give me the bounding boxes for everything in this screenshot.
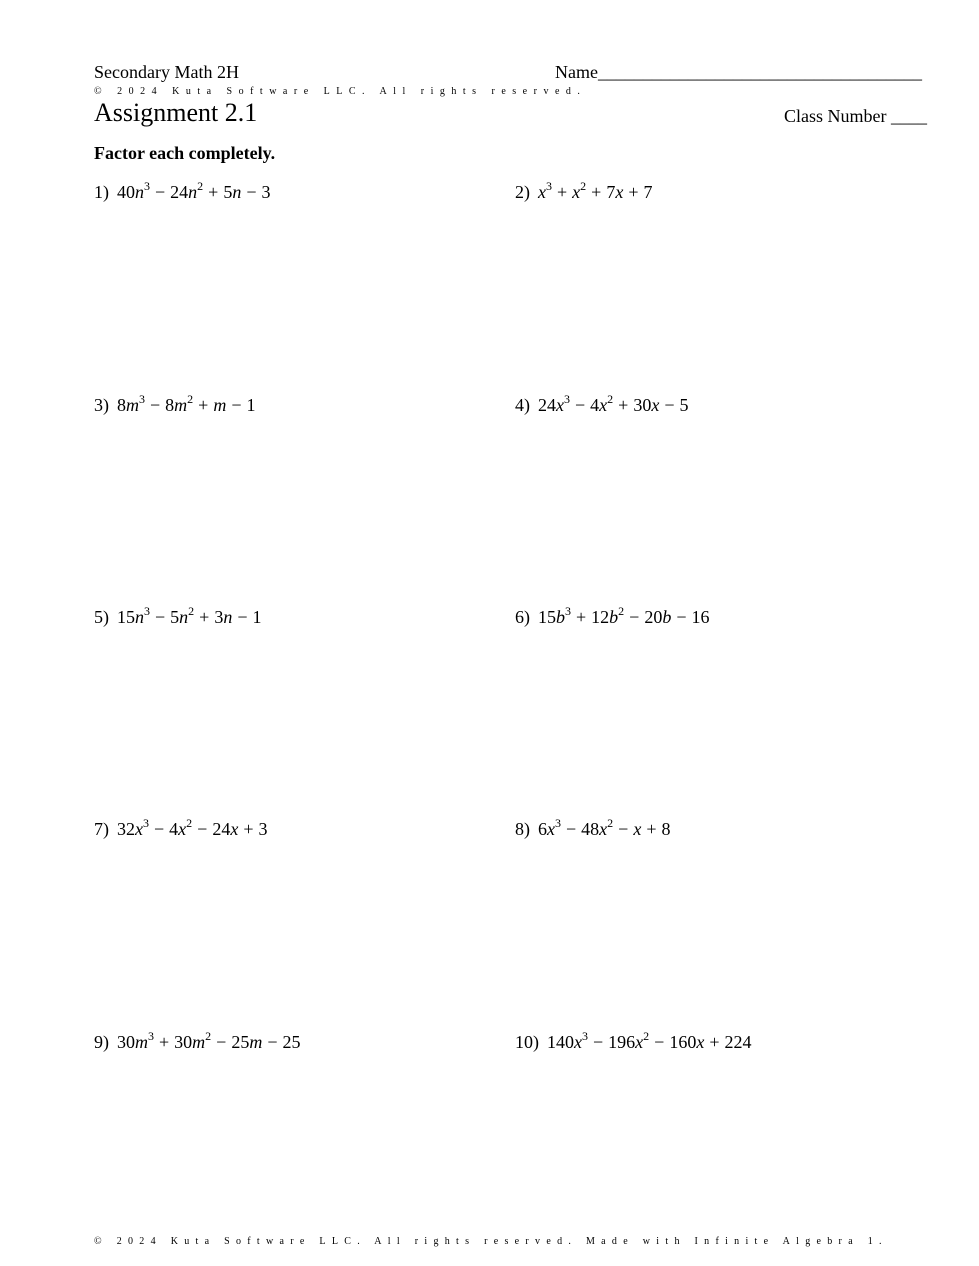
copyright-top: © 2024 Kuta Software LLC. All rights reserved. [94, 86, 587, 97]
coefficient: 5 [170, 607, 180, 627]
constant: 3 [261, 182, 271, 202]
coefficient: 6 [538, 819, 547, 839]
exponent: 2 [607, 816, 614, 830]
operator: + [159, 1032, 170, 1052]
assignment-title: Assignment 2.1 [94, 98, 258, 127]
exponent: 3 [546, 179, 552, 193]
problem-number: 1) [94, 182, 109, 202]
exponent: 3 [144, 179, 150, 193]
variable: m [126, 395, 139, 415]
copyright-footer: © 2024 Kuta Software LLC. All rights reserved. Made with Infinite Algebra 1. [94, 1236, 888, 1247]
variable: x [178, 819, 187, 839]
variable: m [213, 395, 227, 415]
constant: 16 [691, 607, 710, 627]
exponent: 2 [188, 604, 195, 618]
operator: − [566, 819, 577, 839]
problem-7 [94, 816, 268, 840]
coefficient: 15 [538, 607, 556, 627]
problem-6 [515, 604, 710, 628]
variable: x [135, 819, 143, 839]
class-number-label: Class Number [784, 106, 887, 126]
operator: + [576, 607, 587, 627]
constant: 3 [258, 819, 268, 839]
exponent: 2 [197, 179, 204, 193]
operator: − [618, 819, 629, 839]
variable: n [223, 607, 233, 627]
operator: − [629, 607, 640, 627]
problem-8 [515, 816, 671, 840]
operator: − [664, 395, 675, 415]
coefficient: 8 [165, 395, 175, 415]
problem-number: 6) [515, 607, 530, 627]
problem-9 [94, 1029, 301, 1053]
coefficient: 30 [633, 395, 652, 415]
operator: + [557, 182, 568, 202]
operator: + [628, 182, 639, 202]
problem-number: 9) [94, 1032, 109, 1052]
constant: 1 [252, 607, 262, 627]
operator: + [591, 182, 602, 202]
exponent: 2 [618, 604, 625, 618]
exponent: 2 [607, 392, 614, 406]
variable: x [556, 395, 564, 415]
variable: n [135, 182, 144, 202]
exponent: 3 [139, 392, 145, 406]
name-label: Name [555, 62, 598, 82]
variable: x [696, 1032, 705, 1052]
problem-1 [94, 179, 271, 203]
operator: − [237, 607, 248, 627]
operator: − [155, 607, 166, 627]
exponent: 3 [144, 604, 150, 618]
constant: 25 [282, 1032, 301, 1052]
variable: x [599, 819, 608, 839]
coefficient: 4 [169, 819, 179, 839]
operator: − [231, 395, 242, 415]
problem-number: 10) [515, 1032, 539, 1052]
operator: − [155, 182, 166, 202]
variable: x [633, 819, 642, 839]
coefficient: 20 [644, 607, 663, 627]
variable: x [651, 395, 660, 415]
problem-number: 2) [515, 182, 530, 202]
coefficient: 160 [669, 1032, 697, 1052]
variable: x [635, 1032, 644, 1052]
exponent: 2 [205, 1029, 212, 1043]
constant: 7 [643, 182, 653, 202]
coefficient: 5 [223, 182, 233, 202]
coefficient: 30 [174, 1032, 193, 1052]
constant: 1 [246, 395, 256, 415]
exponent: 2 [186, 816, 193, 830]
exponent: 3 [148, 1029, 154, 1043]
variable: m [135, 1032, 148, 1052]
coefficient: 24 [170, 182, 189, 202]
operator: − [150, 395, 161, 415]
problem-2 [515, 179, 653, 203]
variable: x [574, 1032, 582, 1052]
variable: b [662, 607, 672, 627]
operator: − [246, 182, 257, 202]
operator: + [618, 395, 629, 415]
operator: + [709, 1032, 720, 1052]
coefficient: 3 [214, 607, 224, 627]
constant: 8 [661, 819, 671, 839]
exponent: 3 [582, 1029, 588, 1043]
exponent: 2 [187, 392, 194, 406]
problem-5 [94, 604, 262, 628]
variable: n [179, 607, 189, 627]
operator: + [243, 819, 254, 839]
name-field [555, 62, 922, 83]
operator: − [593, 1032, 604, 1052]
coefficient: 8 [117, 395, 126, 415]
problem-number: 3) [94, 395, 109, 415]
problem-10 [515, 1029, 752, 1053]
operator: − [654, 1032, 665, 1052]
instructions: Factor each completely. [94, 143, 276, 163]
variable: x [572, 182, 581, 202]
variable: m [249, 1032, 263, 1052]
exponent: 2 [580, 179, 587, 193]
variable: x [230, 819, 239, 839]
coefficient: 140 [547, 1032, 574, 1052]
operator: + [199, 607, 210, 627]
course-name: Secondary Math 2H [94, 62, 239, 82]
constant: 5 [679, 395, 689, 415]
variable: m [192, 1032, 206, 1052]
exponent: 3 [555, 816, 561, 830]
variable: b [609, 607, 619, 627]
variable: n [232, 182, 242, 202]
problem-4 [515, 392, 689, 416]
coefficient: 12 [591, 607, 610, 627]
coefficient: 4 [590, 395, 600, 415]
variable: x [599, 395, 608, 415]
operator: − [267, 1032, 278, 1052]
variable: n [135, 607, 144, 627]
coefficient: 15 [117, 607, 135, 627]
coefficient: 7 [606, 182, 616, 202]
problem-3 [94, 392, 256, 416]
class-number-field [784, 106, 927, 127]
operator: − [216, 1032, 227, 1052]
exponent: 3 [143, 816, 149, 830]
exponent: 3 [564, 392, 570, 406]
problem-number: 5) [94, 607, 109, 627]
variable: b [556, 607, 565, 627]
variable: x [538, 182, 546, 202]
exponent: 3 [565, 604, 571, 618]
operator: − [197, 819, 208, 839]
problem-number: 8) [515, 819, 530, 839]
problem-number: 4) [515, 395, 530, 415]
coefficient: 196 [608, 1032, 636, 1052]
coefficient: 24 [538, 395, 556, 415]
exponent: 2 [643, 1029, 650, 1043]
coefficient: 24 [212, 819, 231, 839]
variable: x [615, 182, 624, 202]
coefficient: 40 [117, 182, 135, 202]
coefficient: 30 [117, 1032, 135, 1052]
coefficient: 25 [231, 1032, 250, 1052]
class-number-blank: ____ [891, 106, 927, 126]
coefficient: 48 [581, 819, 600, 839]
operator: − [676, 607, 687, 627]
constant: 224 [724, 1032, 752, 1052]
operator: + [646, 819, 657, 839]
operator: − [575, 395, 586, 415]
operator: − [154, 819, 165, 839]
operator: + [208, 182, 219, 202]
variable: n [188, 182, 198, 202]
problem-number: 7) [94, 819, 109, 839]
operator: + [198, 395, 209, 415]
variable: x [547, 819, 555, 839]
coefficient: 32 [117, 819, 135, 839]
name-blank: ____________________________________ [597, 62, 922, 82]
variable: m [174, 395, 188, 415]
